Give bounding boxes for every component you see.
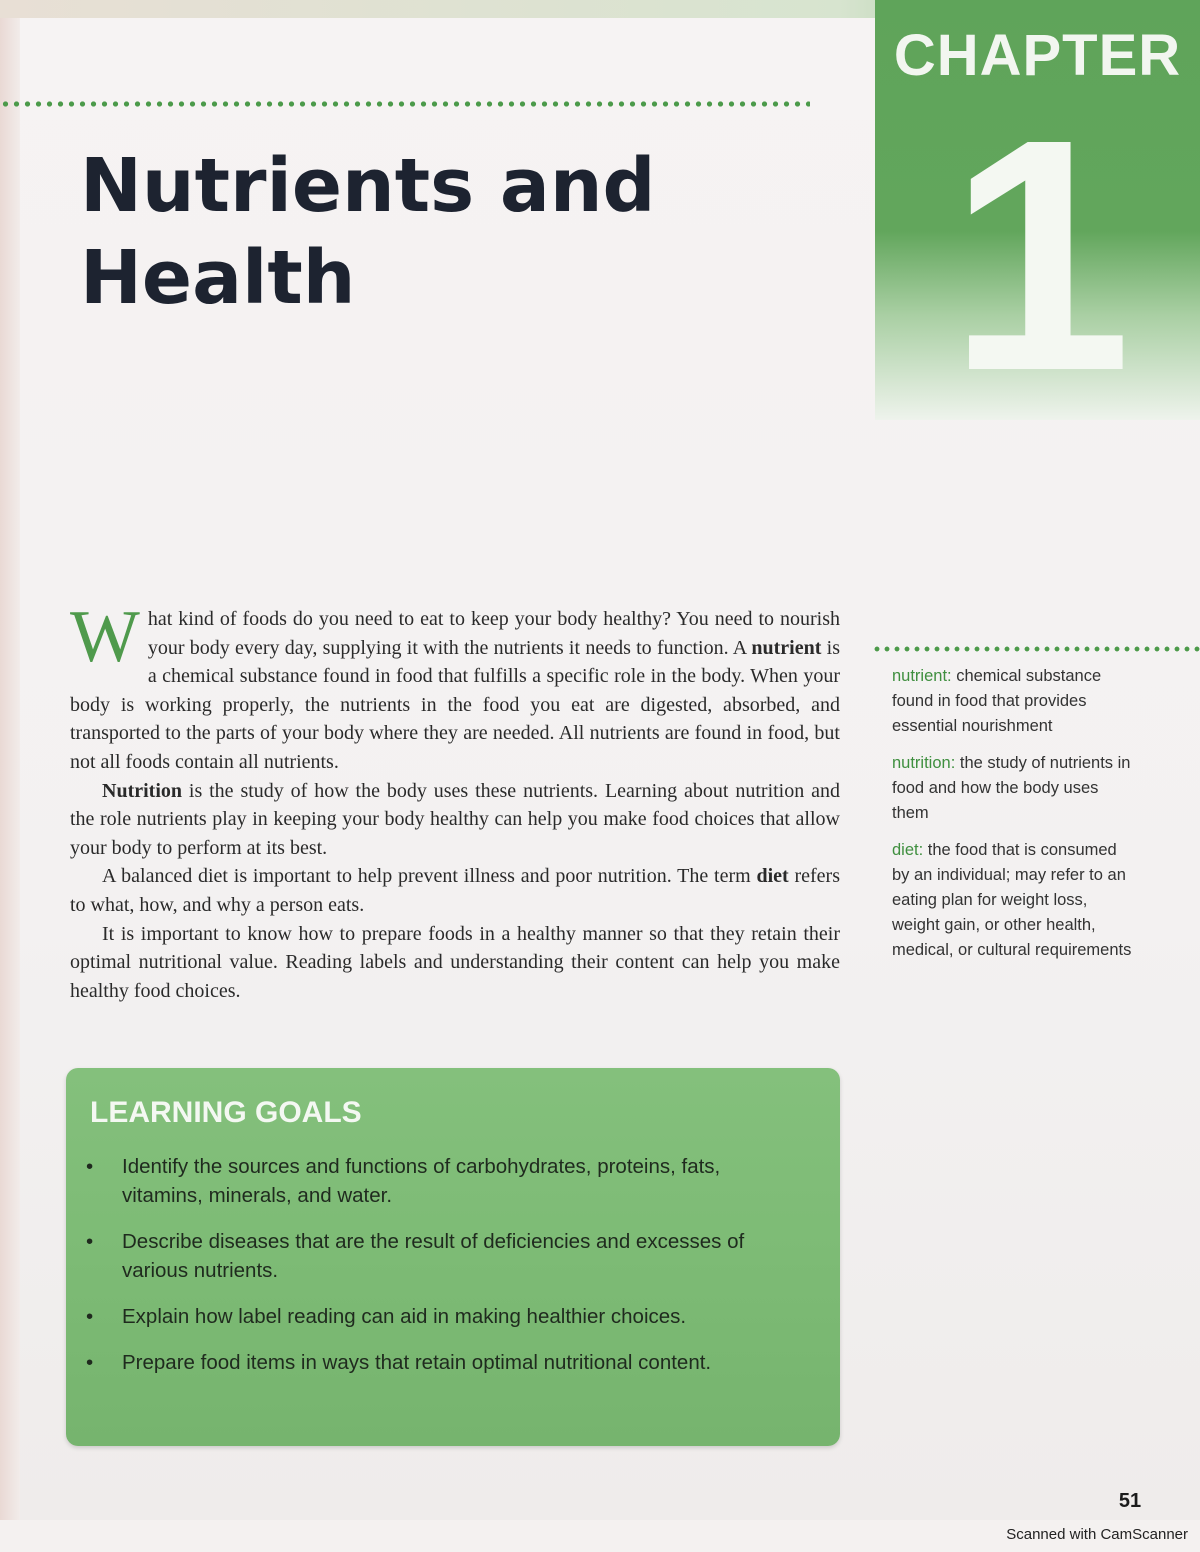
glossary-term: diet: — [892, 841, 924, 859]
intro-p3-text-b: refers to what, how, and why a person eats. — [70, 865, 840, 916]
chapter-label: CHAPTER — [893, 23, 1182, 88]
learning-goals-title: LEARNING GOALS — [90, 1096, 362, 1129]
glossary-term: nutrient: — [892, 667, 952, 685]
term-nutrition: Nutrition — [102, 779, 182, 802]
bullet-icon: • — [86, 1305, 94, 1328]
glossary-entry-nutrition — [892, 751, 1132, 826]
chapter-title-line2: Health — [80, 235, 356, 321]
term-diet: diet — [756, 865, 789, 888]
chapter-number: 1 — [948, 70, 1132, 439]
learning-goal-item — [86, 1227, 806, 1285]
glossary-entry-nutrient — [892, 664, 1132, 739]
bullet-icon: • — [86, 1155, 94, 1178]
learning-goal-text: Prepare food items in ways that retain optimal nutritional content. — [122, 1351, 712, 1374]
intro-p1-text-a: hat kind of foods do you need to eat to keep your body healthy? You need to nourish your body every day, supplying it with the nutrients it needs to function. A — [147, 608, 840, 659]
glossary-definition: chemical substance found in food that provides essential nourishment — [892, 667, 1102, 735]
glossary-definition: the food that is consumed by an individual; may refer to an eating plan for weight loss, weight gain, or other health, medical, or cultural requirements — [892, 841, 1132, 959]
dotted-rule-glossary — [872, 645, 1200, 653]
chapter-title-line1: Nutrients and — [80, 143, 656, 229]
page-edge — [0, 0, 20, 1520]
intro-p1-text-b: is a chemical substance found in food that fulfills a specific role in the body. When your body is working properly, the nutrients in the food you eat are digested, absorbed, and transported to the parts of your body where they are needed. All nutrients are found in food, but not all foods contain all nutrients. — [70, 636, 840, 773]
learning-goal-text: Explain how label reading can aid in making healthier choices. — [122, 1305, 687, 1328]
intro-paragraph-2 — [70, 777, 840, 863]
glossary-sidebar — [892, 664, 1132, 975]
learning-goal-item — [86, 1302, 806, 1331]
intro-paragraph-4: It is important to know how to prepare foods in a healthy manner so that they retain their optimal nutritional value. Reading labels and understanding their content can help you make healthy food choices. — [70, 922, 840, 1002]
scanner-watermark: Scanned with CamScanner — [1006, 1526, 1188, 1543]
intro-p3-text-a: A balanced diet is important to help prevent illness and poor nutrition. The term — [102, 865, 757, 888]
intro-p2-text: is the study of how the body uses these nutrients. Learning about nutrition and the role nutrients play in keeping your body healthy can help you make food choices that allow your body to perform at its best. — [70, 779, 840, 859]
learning-goals-box — [66, 1068, 840, 1446]
glossary-entry-diet — [892, 838, 1132, 963]
page-number: 51 — [1118, 1490, 1142, 1512]
drop-cap: W — [70, 596, 140, 678]
learning-goals-list — [86, 1152, 806, 1394]
bullet-icon: • — [86, 1351, 94, 1374]
learning-goal-item — [86, 1348, 806, 1377]
term-nutrient: nutrient — [751, 636, 822, 659]
intro-paragraph-3 — [70, 862, 840, 919]
bullet-icon: • — [86, 1230, 94, 1253]
learning-goal-item — [86, 1152, 806, 1210]
intro-text — [70, 596, 840, 1005]
learning-goal-text: Identify the sources and functions of carbohydrates, proteins, fats, vitamins, minerals, and water. — [122, 1155, 721, 1207]
chapter-title — [80, 140, 656, 324]
dotted-rule-top — [0, 100, 810, 108]
learning-goal-text: Describe diseases that are the result of deficiencies and excesses of various nutrients. — [122, 1230, 745, 1282]
glossary-term: nutrition: — [892, 754, 956, 772]
glossary-definition: the study of nutrients in food and how the body uses them — [892, 754, 1131, 822]
intro-paragraph-1 — [70, 596, 840, 777]
